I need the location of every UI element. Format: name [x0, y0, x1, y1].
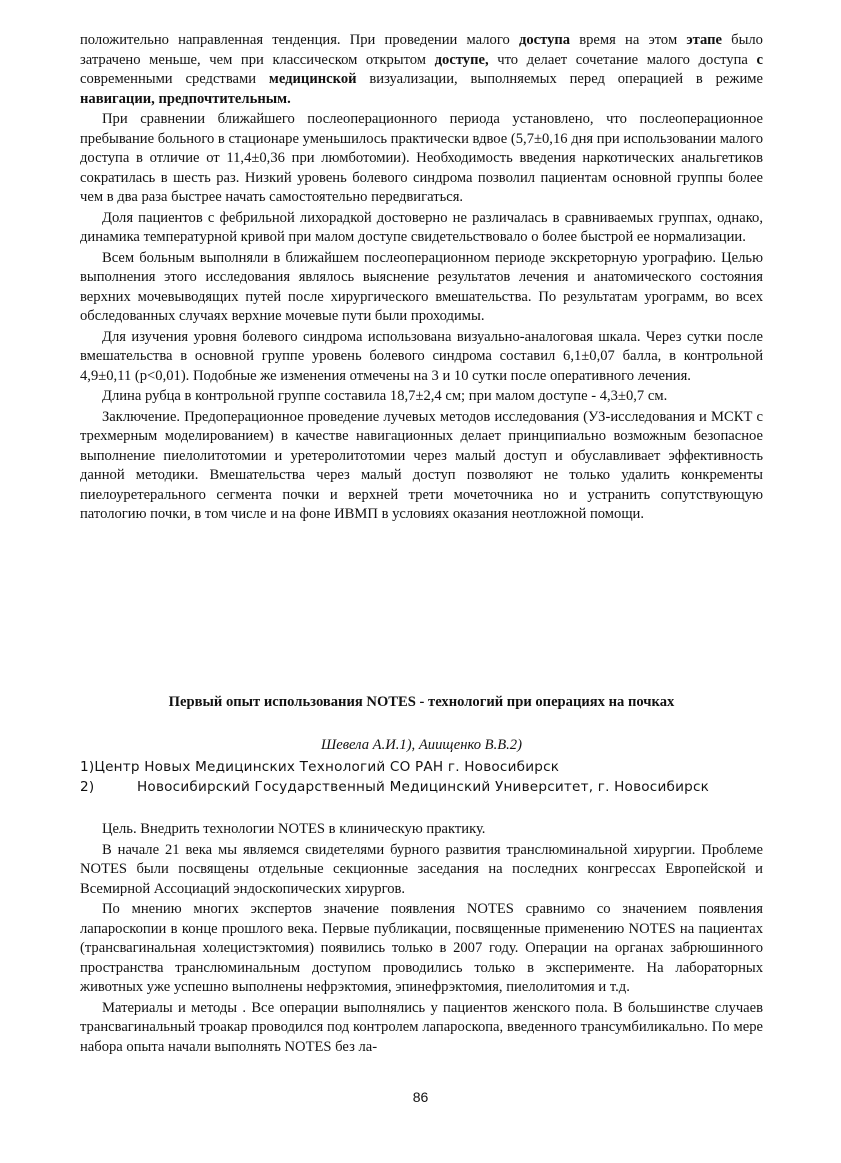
paragraph-scar-length: Длина рубца в контрольной группе составила 18,7±2,4 см; при малом доступе - 4,3±0,7 см. [102, 388, 668, 404]
paragraph-postop-comparison: При сравнении ближайшего послеоперационного периода установлено, что послеоперационное пребывание больного в стационаре уменьшилось практически вдвое (5,7±0,16 дня при использовании малого доступа в отличие от 11,4±0,36 при люмботомии). Необходимость введения наркотических анальгетиков сократилась в шесть раз. Низкий уровень болевого синдрома позволил пациентам основной группы более чем в два раза быстрее начать самостоятельно передвигаться. [80, 111, 763, 205]
article-authors: Шевела А.И.1), Аиищенко В.В.2) [321, 737, 522, 753]
paragraph-goal: Цель. Внедрить технологии NOTES в клиническую практику. [102, 821, 486, 837]
paragraph-conclusion: Заключение. Предоперационное проведение лучевых методов исследования (УЗ-исследования и МСКТ с трехмерным моделированием) в качестве навигационных делает принципиально возможным безопасное выполнение пиелолитотомии и уретеролитотомии через малый доступ и обуславливает эффективность данной методики. Вмешательства через малый доступ позволяют не только удалить конкременты пиелоуретерального сегмента почки и верхней трети мочеточника но и устранить сопутствующую патологию почки, в том числе и на фоне ИВМП в условиях оказания неотложной помощи. [80, 408, 763, 522]
paragraph-fever: Доля пациентов с фебрильной лихорадкой достоверно не различалась в сравниваемых группах, однако, динамика температурной кривой при малом доступе свидетельствовало о более быстрой ее нормализации. [80, 209, 763, 245]
affiliation-1-text: Центр Новых Медицинских Технологий СО РАН г. Новосибирск [94, 759, 560, 775]
text-run: современными средствами [80, 71, 269, 87]
affiliation-2-text: Новосибирский Государственный Медицинский Университет, г. Новосибирск [137, 779, 710, 795]
paragraph-methods: Материалы и методы . Все операции выполнялись у пациентов женского пола. В большинстве случаев трансвагинальный троакар проводился под контролем лапароскопа, введенного трансумбиликально. По мере набора опыта начали выполнять NOTES без ла- [80, 999, 763, 1055]
paragraph-pain-scale: Для изучения уровня болевого синдрома использована визуально-аналоговая шкала. Через сутки после вмешательства в основной группе уровень болевого синдрома составил 6,1±0,07 балла, в контрольной 4,9±0,11 (р<0,01). Подобные же изменения отмечены на 3 и 10 сутки после оперативного лечения. [80, 328, 763, 384]
affiliation-2-number: 2) [80, 779, 95, 795]
bold-run: медицинской [268, 71, 357, 87]
bold-run: с [756, 51, 763, 68]
page-number: 86 [412, 1089, 429, 1105]
bold-run: доступа [518, 32, 571, 48]
article-body [80, 820, 763, 1057]
affiliation-1 [80, 758, 763, 778]
paragraph-experts: По мнению многих экспертов значение появления NOTES сравнимо со значением появления лапароскопии в конце прошлого века. Первые публикации, посвященные применению NOTES на пациентах (трансвагинальная холецистэктомия) появились только в 2007 году. Операции на органах забрюшинного пространства транслюминальным доступом проводились только в эксперименте. На лабораторных животных уже успешно выполнены нефрэктомия, эпинефрэктомия, пиелолитомия и т.д. [80, 901, 763, 995]
text-run: положительно направленная тенденция. При проведении малого [80, 32, 519, 48]
paragraph-navigation-access [80, 31, 763, 109]
text-run: что делает сочетание малого доступа [488, 51, 757, 68]
text-run: визуализации, выполняемых перед операцией в режиме [356, 71, 763, 87]
paragraph-urography: Всем больным выполняли в ближайшем послеоперационном периоде экскреторную урографию. Целью выполнения этого исследования являлось выяснение результатов лечения и анатомического состояния верхних мочевыводящих путей после хирургического вмешательства. По результатам урограмм, во всех обследованных случаях верхние мочевые пути были проходимы. [80, 249, 763, 324]
article-title: Первый опыт использования NOTES - технологий при операциях на почках [168, 694, 675, 710]
text-run: время на этом [570, 32, 687, 48]
bold-run: доступе, [434, 51, 489, 68]
bold-run: этапе [686, 32, 722, 48]
paragraph-intro: В начале 21 века мы являемся свидетелями бурного развития транслюминальной хирургии. Проблеме NOTES были посвящены отдельные секционные заседания на последних конгрессах Европейской и Всемирной Ассоциаций эндоскопических хирургов. [80, 841, 763, 897]
text-run: было затрачено меньше, чем при классическом открытом [80, 32, 763, 68]
affiliation-1-number: 1) [80, 759, 95, 775]
continued-text [80, 31, 763, 525]
bold-run: навигации, предпочтительным. [80, 90, 291, 107]
affiliation-2 [80, 778, 763, 798]
